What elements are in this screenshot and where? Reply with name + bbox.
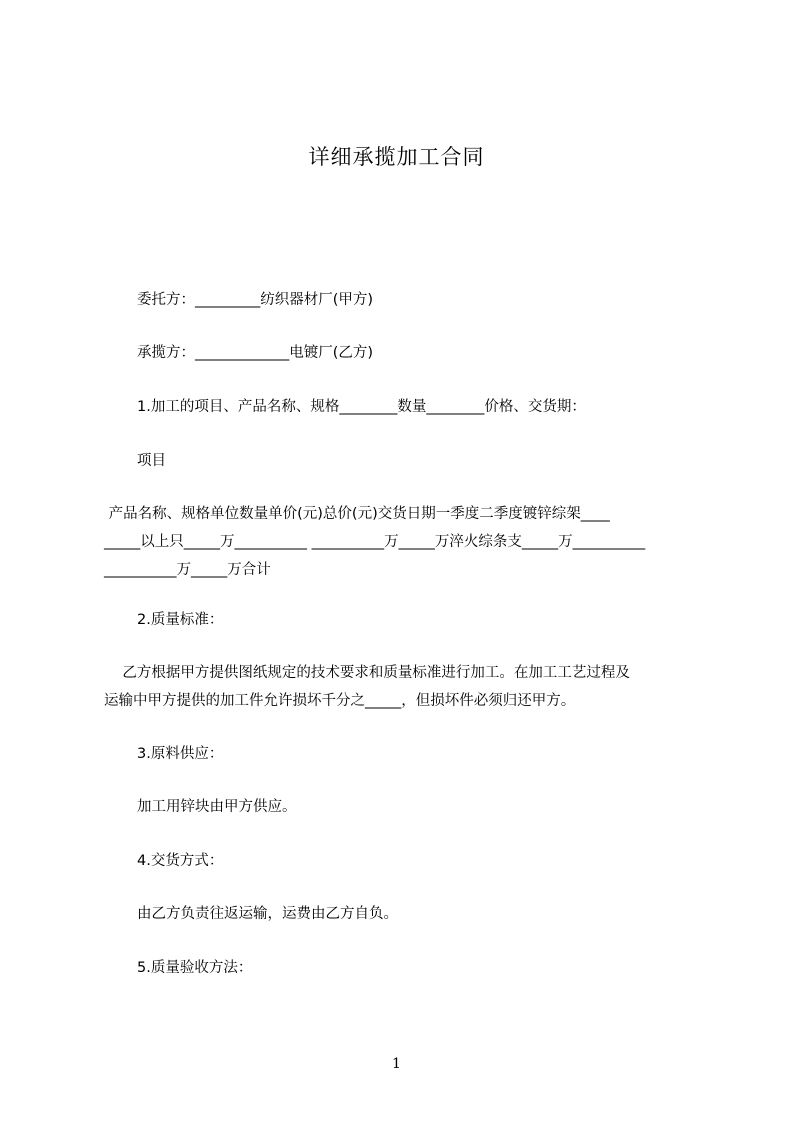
section-1-table-line-1: 产品名称、规格单位数量单价(元)总价(元)交货日期一季度二季度镀锌综架____ <box>104 506 610 522</box>
section-1-item-label: 项目 <box>137 453 166 469</box>
section-4-body: 由乙方负责往返运输，运费由乙方自负。 <box>137 906 398 922</box>
section-2-heading: 2.质量标准： <box>137 612 224 628</box>
section-4-heading: 4.交货方式： <box>137 853 224 869</box>
section-2-body-line-1: 乙方根据甲方提供图纸规定的技术要求和质量标准进行加工。在加工工艺过程及 <box>104 665 630 681</box>
contractor-party-line: 承揽方：_____________电镀厂(乙方) <box>137 345 374 361</box>
page-number: 1 <box>392 1056 401 1072</box>
section-1-table-line-2: _____以上只_____万__________ __________万_____万淬火综条支_____万__________ <box>104 534 646 550</box>
section-3-heading: 3.原料供应： <box>137 746 224 762</box>
client-party-line: 委托方：_________纺织器材厂(甲方) <box>137 292 374 308</box>
section-2-body-line-2: 运输中甲方提供的加工件允许损坏千分之_____，但损坏件必须归还甲方。 <box>104 693 576 709</box>
contract-title: 详细承揽加工合同 <box>308 145 485 169</box>
section-1-table-line-3: __________万_____万合计 <box>104 562 271 578</box>
section-5-heading: 5.质量验收方法： <box>137 960 253 976</box>
section-1-heading: 1.加工的项目、产品名称、规格________数量________价格、交货期： <box>137 399 586 415</box>
section-3-body: 加工用锌块由甲方供应。 <box>137 799 297 815</box>
